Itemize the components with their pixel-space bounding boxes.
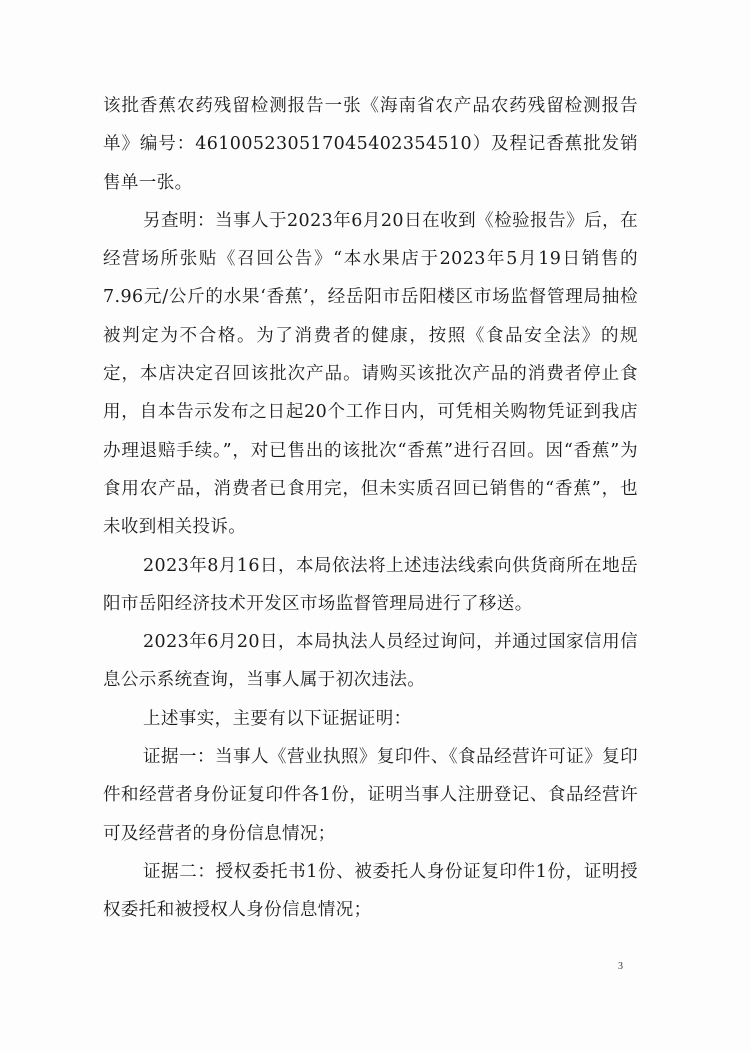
page-number: 3 [618,961,623,972]
paragraph-2: 另查明：当事人于2023年6月20日在收到《检验报告》后，在经营场所张贴《召回公告》“本水果店于2023年5月19日销售的7.96元/公斤的水果‘香蕉’，经岳阳市岳阳楼区市场监督管理局抽检被判定为不合格。为了消费者的健康，按照《食品安全法》的规定，本店决定召回该批次产品。请购买该批次产品的消费者停止食用，自本告示发布之日起20个工作日内，可凭相关购物凭证到我店办理退赔手续。”，对已售出的该批次“香蕉”进行召回。因“香蕉”为食用农产品，消费者已食用完，但未实质召回已销售的“香蕉”，也未收到相关投诉。 [103,210,638,538]
paragraph-5: 上述事实，主要有以下证据证明： [143,708,412,729]
paragraph-3: 2023年8月16日，本局依法将上述违法线索向供货商所在地岳阳市岳阳经济技术开发区市场监督管理局进行了移送。 [103,555,638,614]
paragraph-7: 证据二：授权委托书1份、被委托人身份证复印件1份，证明授权委托和被授权人身份信息情况； [103,861,638,921]
paragraph-4: 2023年6月20日，本局执法人员经过询问，并通过国家信用信息公示系统查询，当事人属于初次违法。 [103,632,638,691]
paragraph-1: 该批香蕉农药残留检测报告一张《海南省农产品农药残留检测报告单》编号：461005230517045402354510）及程记香蕉批发销售单一张。 [103,96,638,193]
paragraph-6: 证据一：当事人《营业执照》复印件、《食品经营许可证》复印件和经营者身份证复印件各1份，证明当事人注册登记、食品经营许可及经营者的身份信息情况； [103,747,638,844]
document-body [103,87,638,930]
